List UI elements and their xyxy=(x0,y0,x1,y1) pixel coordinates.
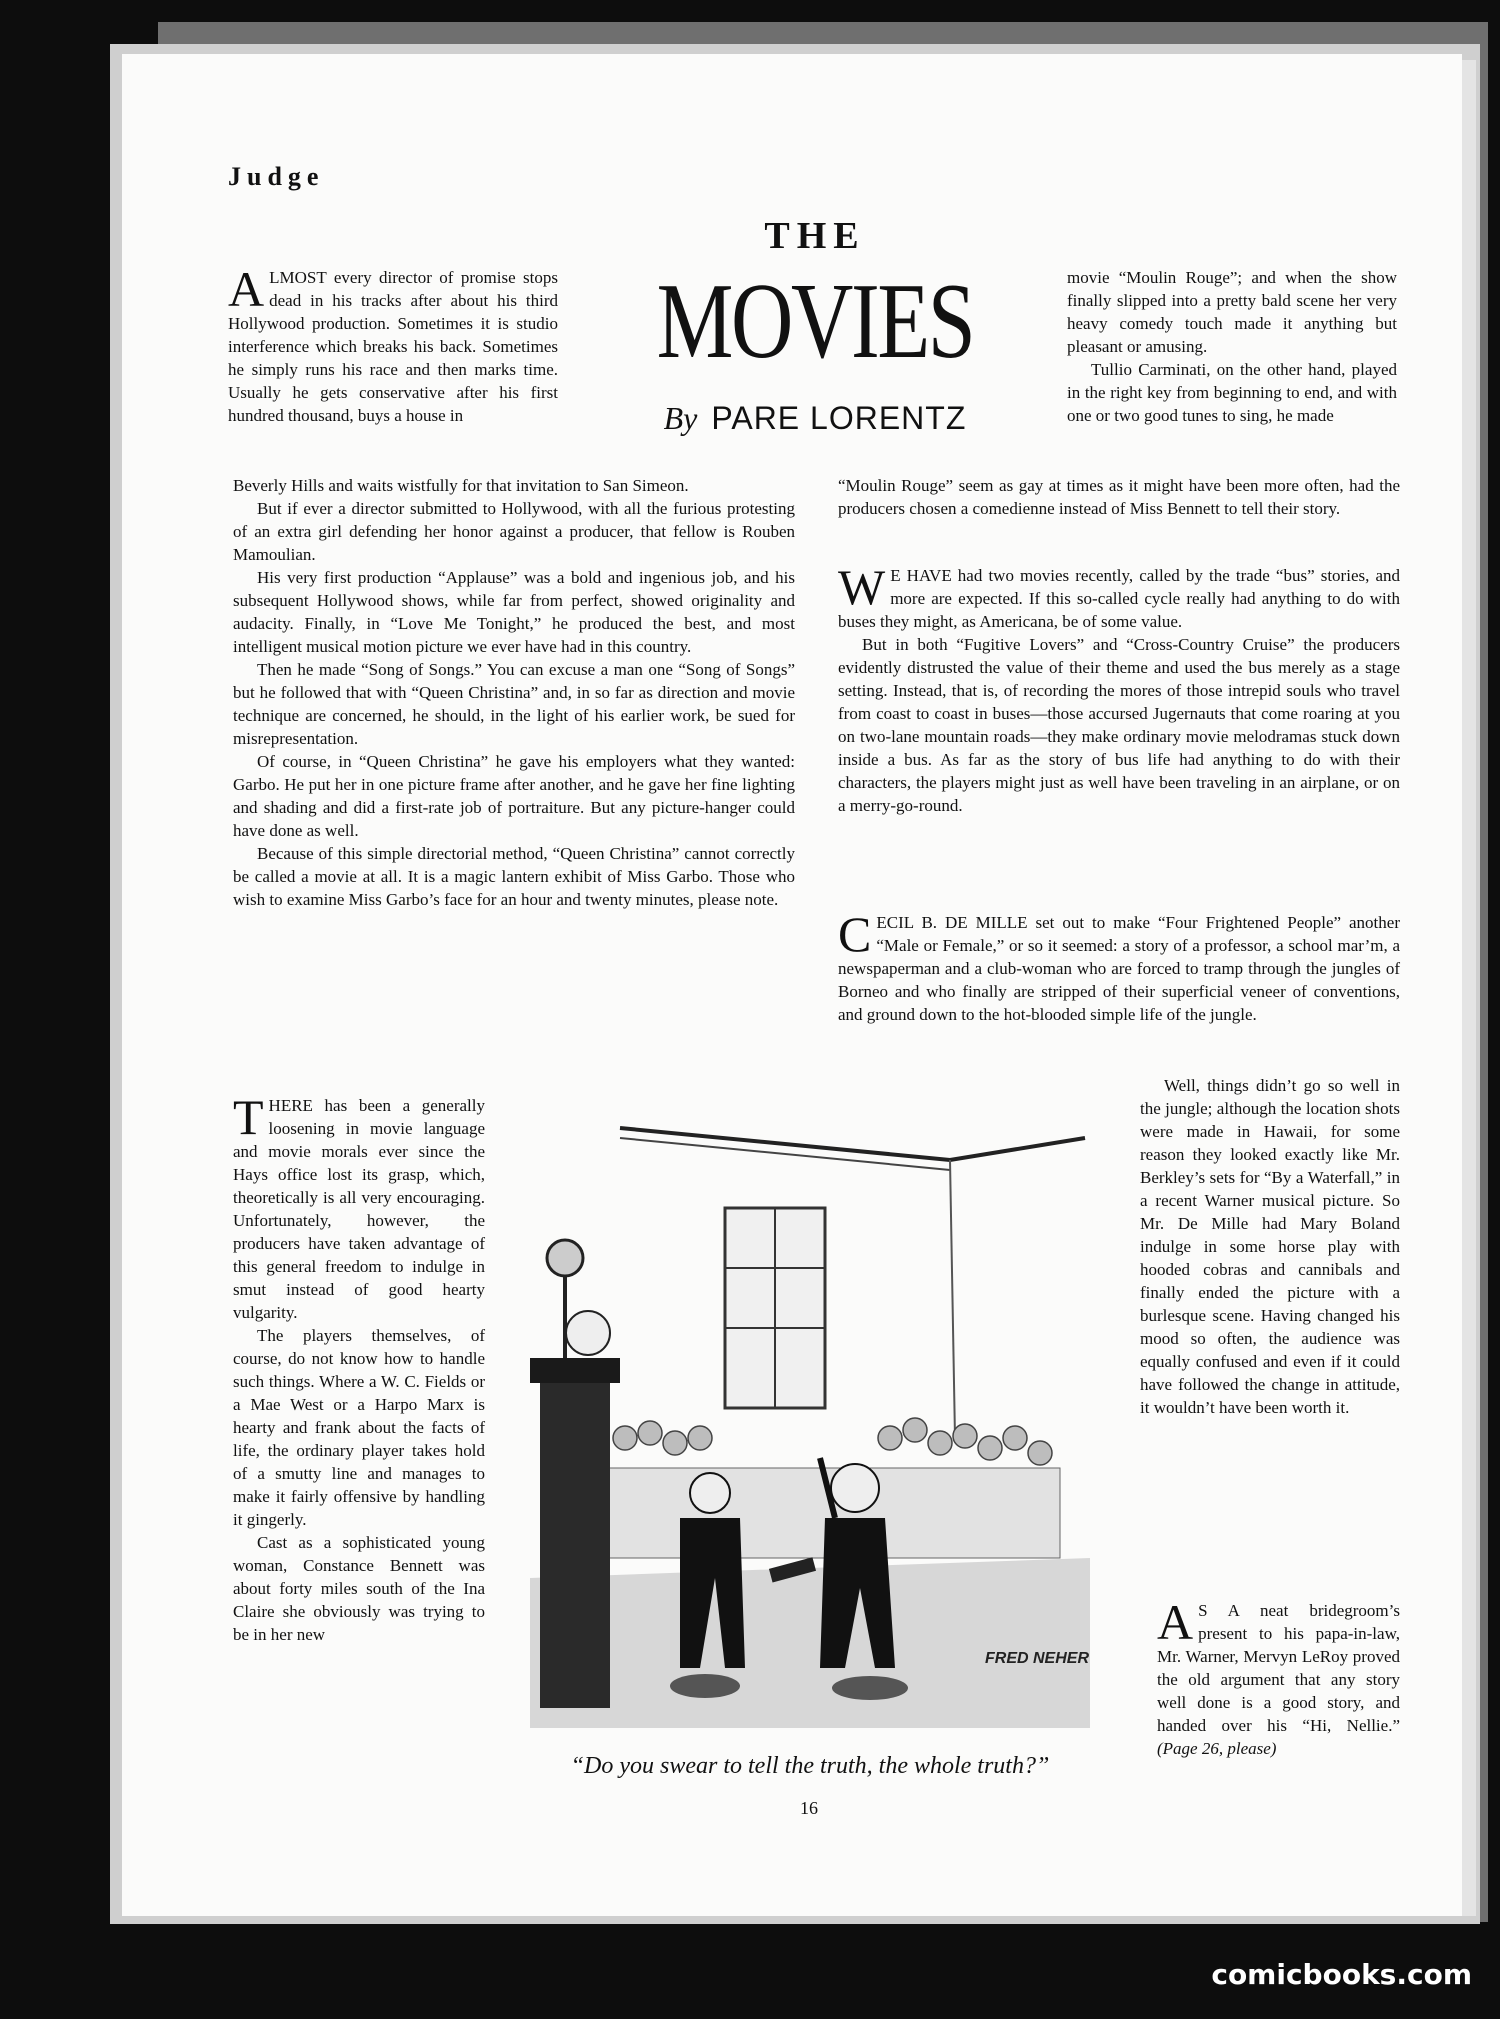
drop-cap: A xyxy=(228,261,265,317)
article-bus-section xyxy=(838,559,1400,817)
article-col3-bottom xyxy=(1140,1074,1400,1419)
paragraph: But in both “Fugitive Lovers” and “Cross-Country Cruise” the producers evidently distrusted the value of their theme and used the bus merely as a stage setting. Instead, that is, of recording the mores of those intrepid souls who travel from coast to coast in buses—those accursed Jugernauts that come roaring at you on two-lane mountain roads—they make ordinary movie melodramas stuck down inside a bus. As far as the story of bus life had anything to do with their characters, the players might just as well have been traveling in an airplane, or on a merry-go-round. xyxy=(838,635,1400,815)
title-movies: MOVIES xyxy=(656,262,974,381)
article-col3-last xyxy=(1157,1594,1400,1760)
paragraph: Tullio Carminati, on the other hand, played in the right key from beginning to end, and with one or two good tunes to sing, he made xyxy=(1067,360,1397,425)
article-col1-top xyxy=(228,261,558,427)
courtroom-cartoon xyxy=(530,1108,1090,1728)
byline-by: By xyxy=(663,400,698,436)
paragraph: Beverly Hills and waits wistfully for that invitation to San Simeon. xyxy=(233,476,689,495)
cartoon-caption: “Do you swear to tell the truth, the whole truth?” xyxy=(570,1753,1050,1779)
article-col3-top xyxy=(1067,266,1397,427)
paragraph: Then he made “Song of Songs.” You can excuse a man one “Song of Songs” but he followed that with “Queen Christina” and, in so far as direction and movie technique are concerned, he should, in the light of his earlier work, be sued for misrepresentation. xyxy=(233,660,795,748)
paragraph: movie “Moulin Rouge”; and when the show finally slipped into a pretty bald scene her very heavy comedy touch made it anything but pleasant or amusing. xyxy=(1067,268,1397,356)
article-col1-wide xyxy=(233,474,795,911)
paragraph: But if ever a director submitted to Hollywood, with all the furious protesting of an extra girl defending her honor against a producer, that fellow is Rouben Mamoulian. xyxy=(233,499,795,564)
next-page-edge xyxy=(1462,60,1476,1916)
paragraph: THERE has been a generally loosening in movie language and movie morals ever since the Hays office lost its grasp, which, theoretically is all very encouraging. Unfortunately, however, the producers have taken advantage of this general freedom to indulge in smut instead of good hearty vulgarity. xyxy=(233,1089,485,1322)
byline-author: PARE LORENTZ xyxy=(711,400,967,436)
running-head: Judge xyxy=(228,162,325,191)
paragraph: Of course, in “Queen Christina” he gave his employers what they wanted: Garbo. He put her in one picture frame after another, and he gave her fine lighting and shading and did a first-rate job of portraiture. But any picture-hanger could have done as well. xyxy=(233,752,795,840)
paragraph: CECIL B. DE MILLE set out to make “Four Frightened People” another “Male or Female,” or so it seemed: a story of a professor, a school mar’m, a newspaperman and a club-woman who are forced to tramp through the jungles of Borneo and who finally are stripped of their superficial veneer of conventions, and ground down to the hot-blooded simple life of the jungle. xyxy=(838,906,1400,1024)
drop-cap: C xyxy=(838,906,872,962)
paragraph: Because of this simple directorial method, “Queen Christina” cannot correctly be called a movie at all. It is a magic lantern exhibit of Miss Garbo. Those who wish to examine Miss Garbo’s face for an hour and twenty minutes, please note. xyxy=(233,844,795,909)
paragraph: A S A neat bridegroom’s present to his papa-in-law, Mr. Warner, Mervyn LeRoy proved the old argument that any story well done is a good story, and handed over his “Hi, Nellie.” (Page 26, please) xyxy=(1157,1594,1400,1758)
paragraph: ALMOST every director of promise stops dead in his tracks after about his third Hollywood production. Sometimes it is studio interference which breaks his back. Sometimes he simply runs his race and then marks time. Usually he gets conservative after his first hundred thousand, buys a house in xyxy=(228,261,558,425)
paragraph: W E HAVE had two movies recently, called by the trade “bus” stories, and more are expected. If this so-called cycle really had anything to do with buses they might, as Americana, be of some value. xyxy=(838,559,1400,631)
drop-cap: A xyxy=(1157,1594,1194,1650)
drop-cap: T xyxy=(233,1089,264,1145)
article-col1-bottom xyxy=(233,1089,485,1646)
watermark: comicbooks.com xyxy=(1211,1958,1472,1991)
article-col2-wide xyxy=(838,474,1400,520)
continued-note: (Page 26, please) xyxy=(1157,1739,1277,1758)
byline xyxy=(600,400,1030,437)
paragraph: Well, things didn’t go so well in the jungle; although the location shots were made in Hawaii, for some reason they looked exactly like Mr. Berkley’s sets for “By a Waterfall,” in a recent Warner musical picture. So Mr. De Mille had Mary Boland indulge in some horse play with hooded cobras and cannibals and finally ended the picture with a burlesque scene. Having changed his mood so often, the audience was equally confused and even if it could have followed the change in attitude, it wouldn’t have been worth it. xyxy=(1140,1076,1400,1417)
paragraph: The players themselves, of course, do not know how to handle such things. Where a W. C. Fields or a Mae West or a Harpo Marx is hearty and frank about the facts of life, the ordinary player takes hold of a smutty line and manages to make it fairly offensive by handling it gingerly. xyxy=(233,1326,485,1529)
article-demille-section xyxy=(838,906,1400,1026)
page-number: 16 xyxy=(800,1798,818,1818)
title-the: THE xyxy=(764,215,866,257)
cartoon-signature: FRED NEHER xyxy=(985,1650,1090,1667)
paragraph: His very first production “Applause” was a bold and ingenious job, and his subsequent Hollywood shows, while far from perfect, showed originality and audacity. Finally, in “Love Me Tonight,” he produced the best, and most intelligent musical motion picture we ever have had in this country. xyxy=(233,568,795,656)
drop-cap: W xyxy=(838,559,886,615)
paragraph: Cast as a sophisticated young woman, Constance Bennett was about forty miles south of the Ina Claire she obviously was trying to be in her new xyxy=(233,1533,485,1644)
paragraph: “Moulin Rouge” seem as gay at times as it might have been more often, had the producers chosen a comedienne instead of Miss Bennett to tell their story. xyxy=(838,476,1400,518)
